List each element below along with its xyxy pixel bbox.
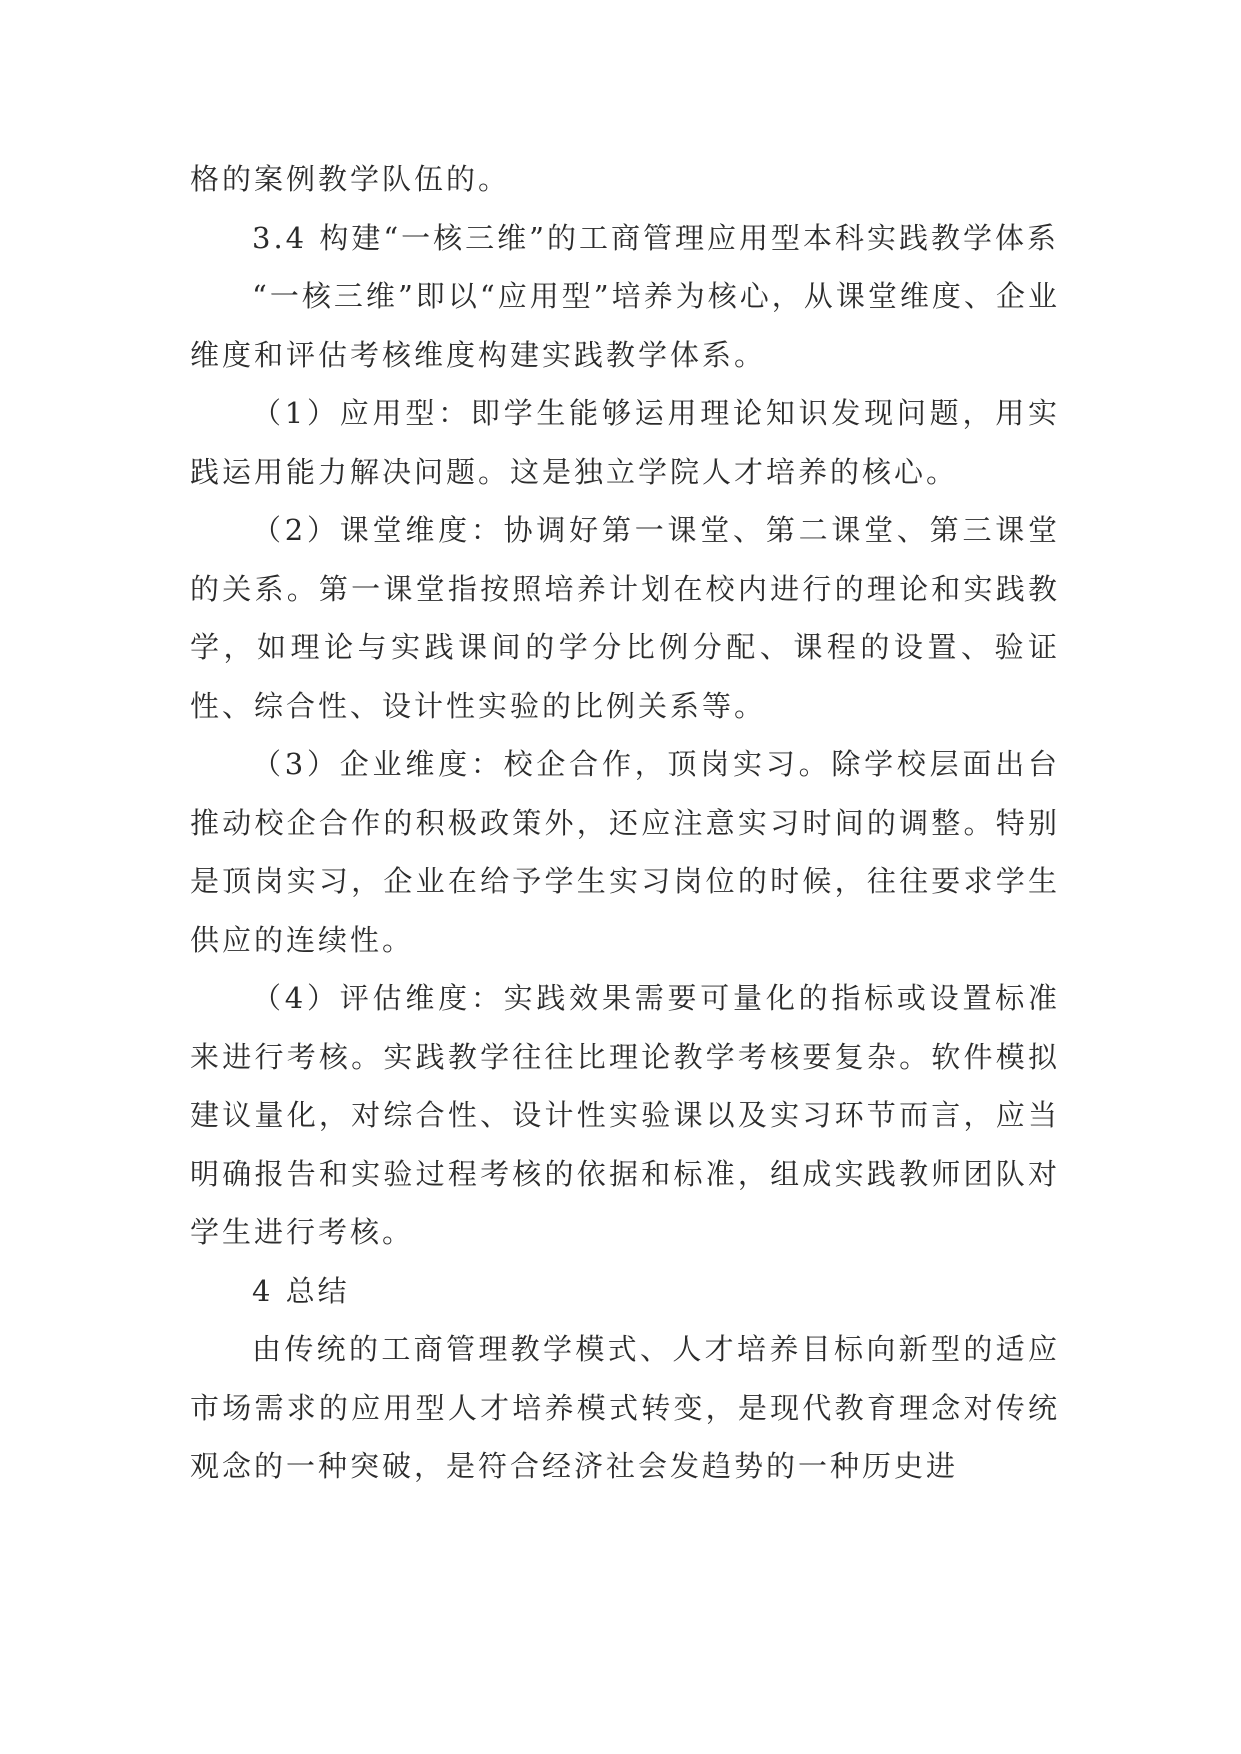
- paragraph-definition: “一核三维”即以“应用型”培养为核心，从课堂维度、企业维度和评估考核维度构建实践教学体系。: [190, 279, 1060, 372]
- paragraph-item-3: （3）企业维度：校企合作，顶岗实习。除学校层面出台推动校企合作的积极政策外，还应注意实习时间的调整。特别是顶岗实习，企业在给予学生实习岗位的时候，往往要求学生供应的连续性。: [190, 747, 1060, 957]
- paragraph-item-4: （4）评估维度：实践效果需要可量化的指标或设置标准来进行考核。实践教学往往比理论教学考核要复杂。软件模拟建议量化，对综合性、设计性实验课以及实习环节而言，应当明确报告和实验过程考核的依据和标准，组成实践教师团队对学生进行考核。: [190, 981, 1060, 1249]
- paragraph-item-1: （1）应用型：即学生能够运用理论知识发现问题，用实践运用能力解决问题。这是独立学院人才培养的核心。: [190, 396, 1060, 489]
- section-heading-4: 4 总结: [252, 1273, 350, 1308]
- paragraph-summary: 由传统的工商管理教学模式、人才培养目标向新型的适应市场需求的应用型人才培养模式转变，是现代教育理念对传统观念的一种突破，是符合经济社会发趋势的一种历史进: [190, 1332, 1060, 1483]
- paragraph-item-2: （2）课堂维度：协调好第一课堂、第二课堂、第三课堂的关系。第一课堂指按照培养计划在校内进行的理论和实践教学，如理论与实践课间的学分比例分配、课程的设置、验证性、综合性、设计性实验的比例关系等。: [190, 513, 1060, 723]
- body-text: [190, 150, 1060, 1496]
- section-heading-3-4: 3.4 构建“一核三维”的工商管理应用型本科实践教学体系: [252, 220, 1059, 255]
- paragraph-continuation: 格的案例教学队伍的。: [190, 162, 511, 196]
